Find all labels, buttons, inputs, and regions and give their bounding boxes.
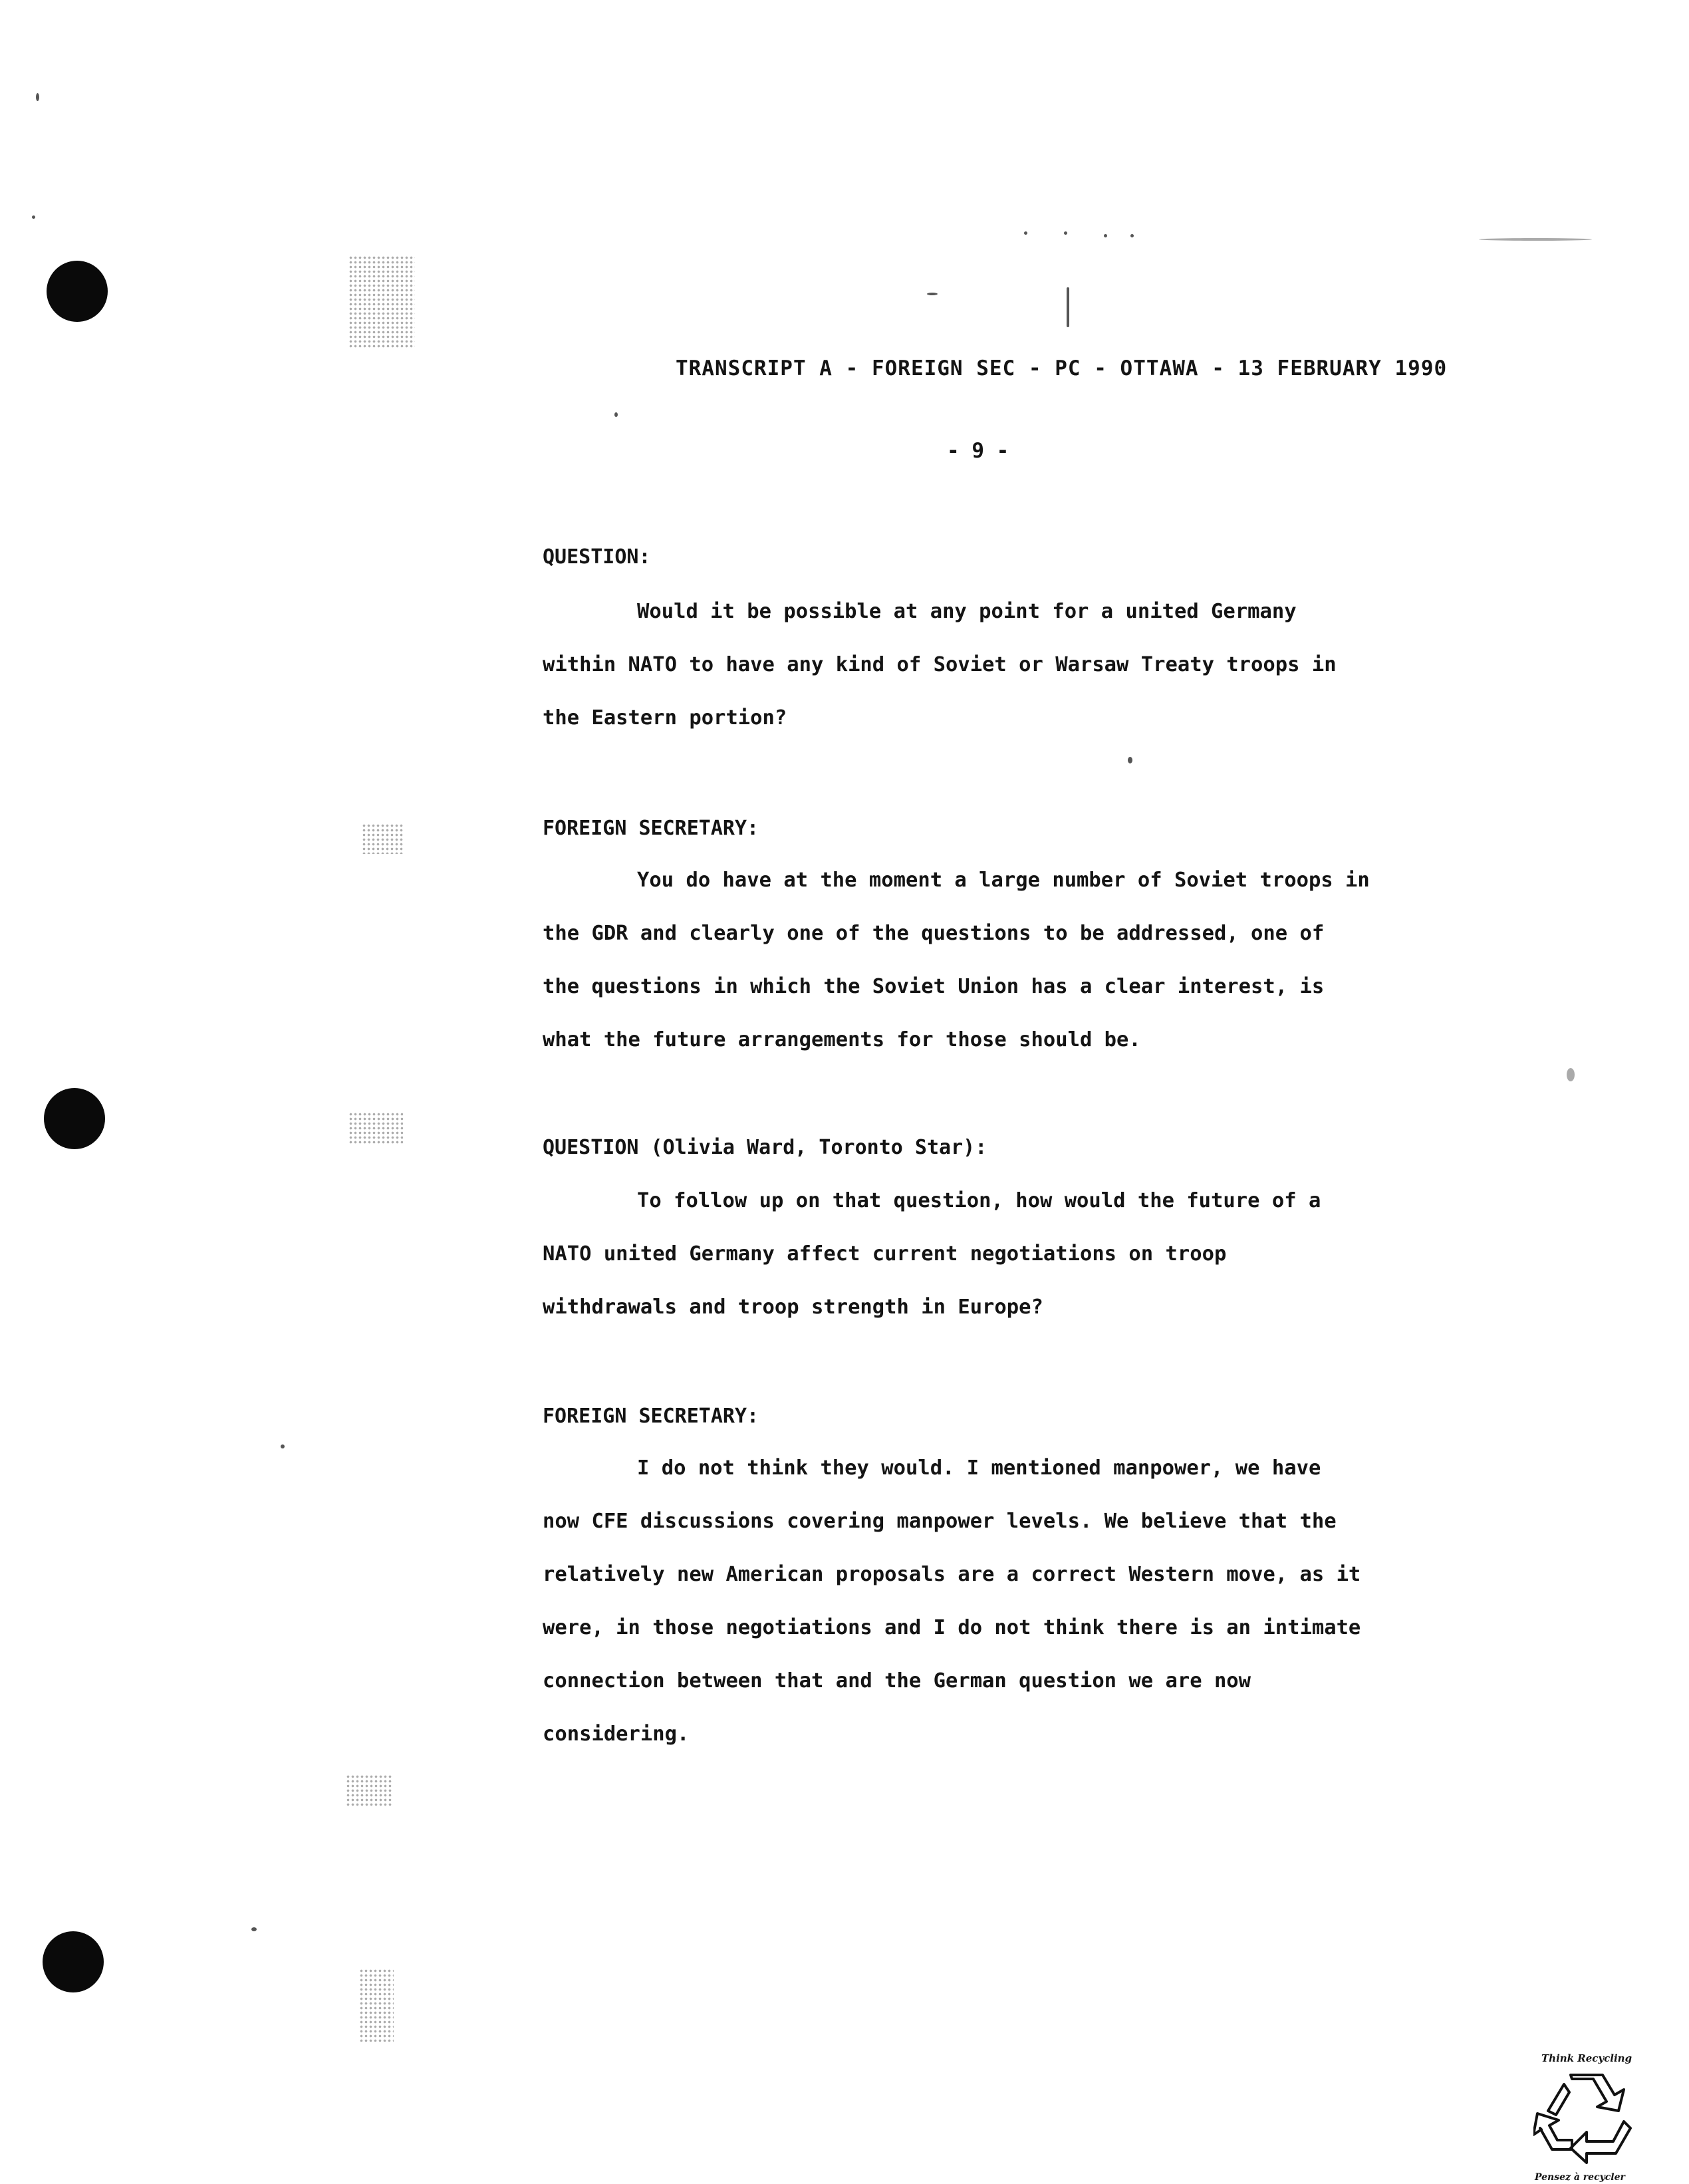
scan-speck [1067, 287, 1069, 327]
transcript-header: TRANSCRIPT A - FOREIGN SEC - PC - OTTAWA - 13 FEBRUARY 1990 [676, 356, 1448, 380]
scan-smudge [348, 1112, 403, 1145]
scan-smudge [359, 1969, 394, 2042]
paragraph-line: You do have at the moment a large number of Soviet troops in [637, 869, 1370, 892]
speaker-label: FOREIGN SECRETARY: [543, 817, 759, 840]
speaker-label: QUESTION: [543, 545, 651, 569]
page-number: - 9 - [947, 439, 1009, 463]
scan-speck [281, 1444, 285, 1448]
scan-speck [1064, 231, 1067, 235]
paragraph-line: the questions in which the Soviet Union has a clear interest, is [543, 975, 1325, 998]
scan-speck [1128, 757, 1132, 763]
recycle-bottom-text: Pensez à recycler [1535, 2172, 1625, 2183]
punch-hole-middle [44, 1088, 105, 1149]
paragraph-line: considering. [543, 1722, 690, 1746]
paragraph-line: the GDR and clearly one of the questions to be addressed, one of [543, 922, 1325, 945]
paragraph-line: now CFE discussions covering manpower levels. We believe that the [543, 1510, 1337, 1533]
paragraph-line: Would it be possible at any point for a united Germany [637, 600, 1297, 623]
scan-speck [1130, 234, 1134, 237]
speaker-label: QUESTION (Olivia Ward, Toronto Star): [543, 1136, 987, 1159]
scan-smudge [348, 255, 415, 348]
scan-speck [36, 93, 39, 101]
recycle-top-text: Think Recycling [1541, 2052, 1632, 2064]
scan-speck [32, 215, 35, 219]
paragraph-line: I do not think they would. I mentioned manpower, we have [637, 1456, 1321, 1480]
paragraph-line: To follow up on that question, how would the future of a [637, 1189, 1321, 1212]
scan-speck [1567, 1068, 1575, 1081]
scan-speck [614, 412, 618, 417]
scan-smudge [362, 823, 403, 854]
scan-speck [1024, 231, 1027, 235]
recycle-icon [1533, 2072, 1632, 2165]
punch-hole-bottom [43, 1931, 104, 1992]
paragraph-line: NATO united Germany affect current negotiations on troop [543, 1242, 1227, 1266]
paragraph-line: within NATO to have any kind of Soviet or Warsaw Treaty troops in [543, 653, 1337, 676]
punch-hole-top [47, 261, 108, 322]
scan-speck [1479, 238, 1592, 241]
paragraph-line: what the future arrangements for those should be. [543, 1028, 1141, 1051]
scan-speck [251, 1927, 257, 1931]
recycle-mark [1523, 2052, 1636, 2184]
scan-smudge [346, 1774, 392, 1806]
paragraph-line: connection between that and the German question we are now [543, 1669, 1251, 1693]
paragraph-line: withdrawals and troop strength in Europe? [543, 1296, 1043, 1319]
scan-speck [1104, 234, 1107, 237]
paragraph-line: were, in those negotiations and I do not think there is an intimate [543, 1616, 1361, 1639]
scan-speck [927, 293, 938, 295]
paragraph-line: relatively new American proposals are a correct Western move, as it [543, 1563, 1361, 1586]
speaker-label: FOREIGN SECRETARY: [543, 1405, 759, 1428]
paragraph-line: the Eastern portion? [543, 706, 787, 730]
